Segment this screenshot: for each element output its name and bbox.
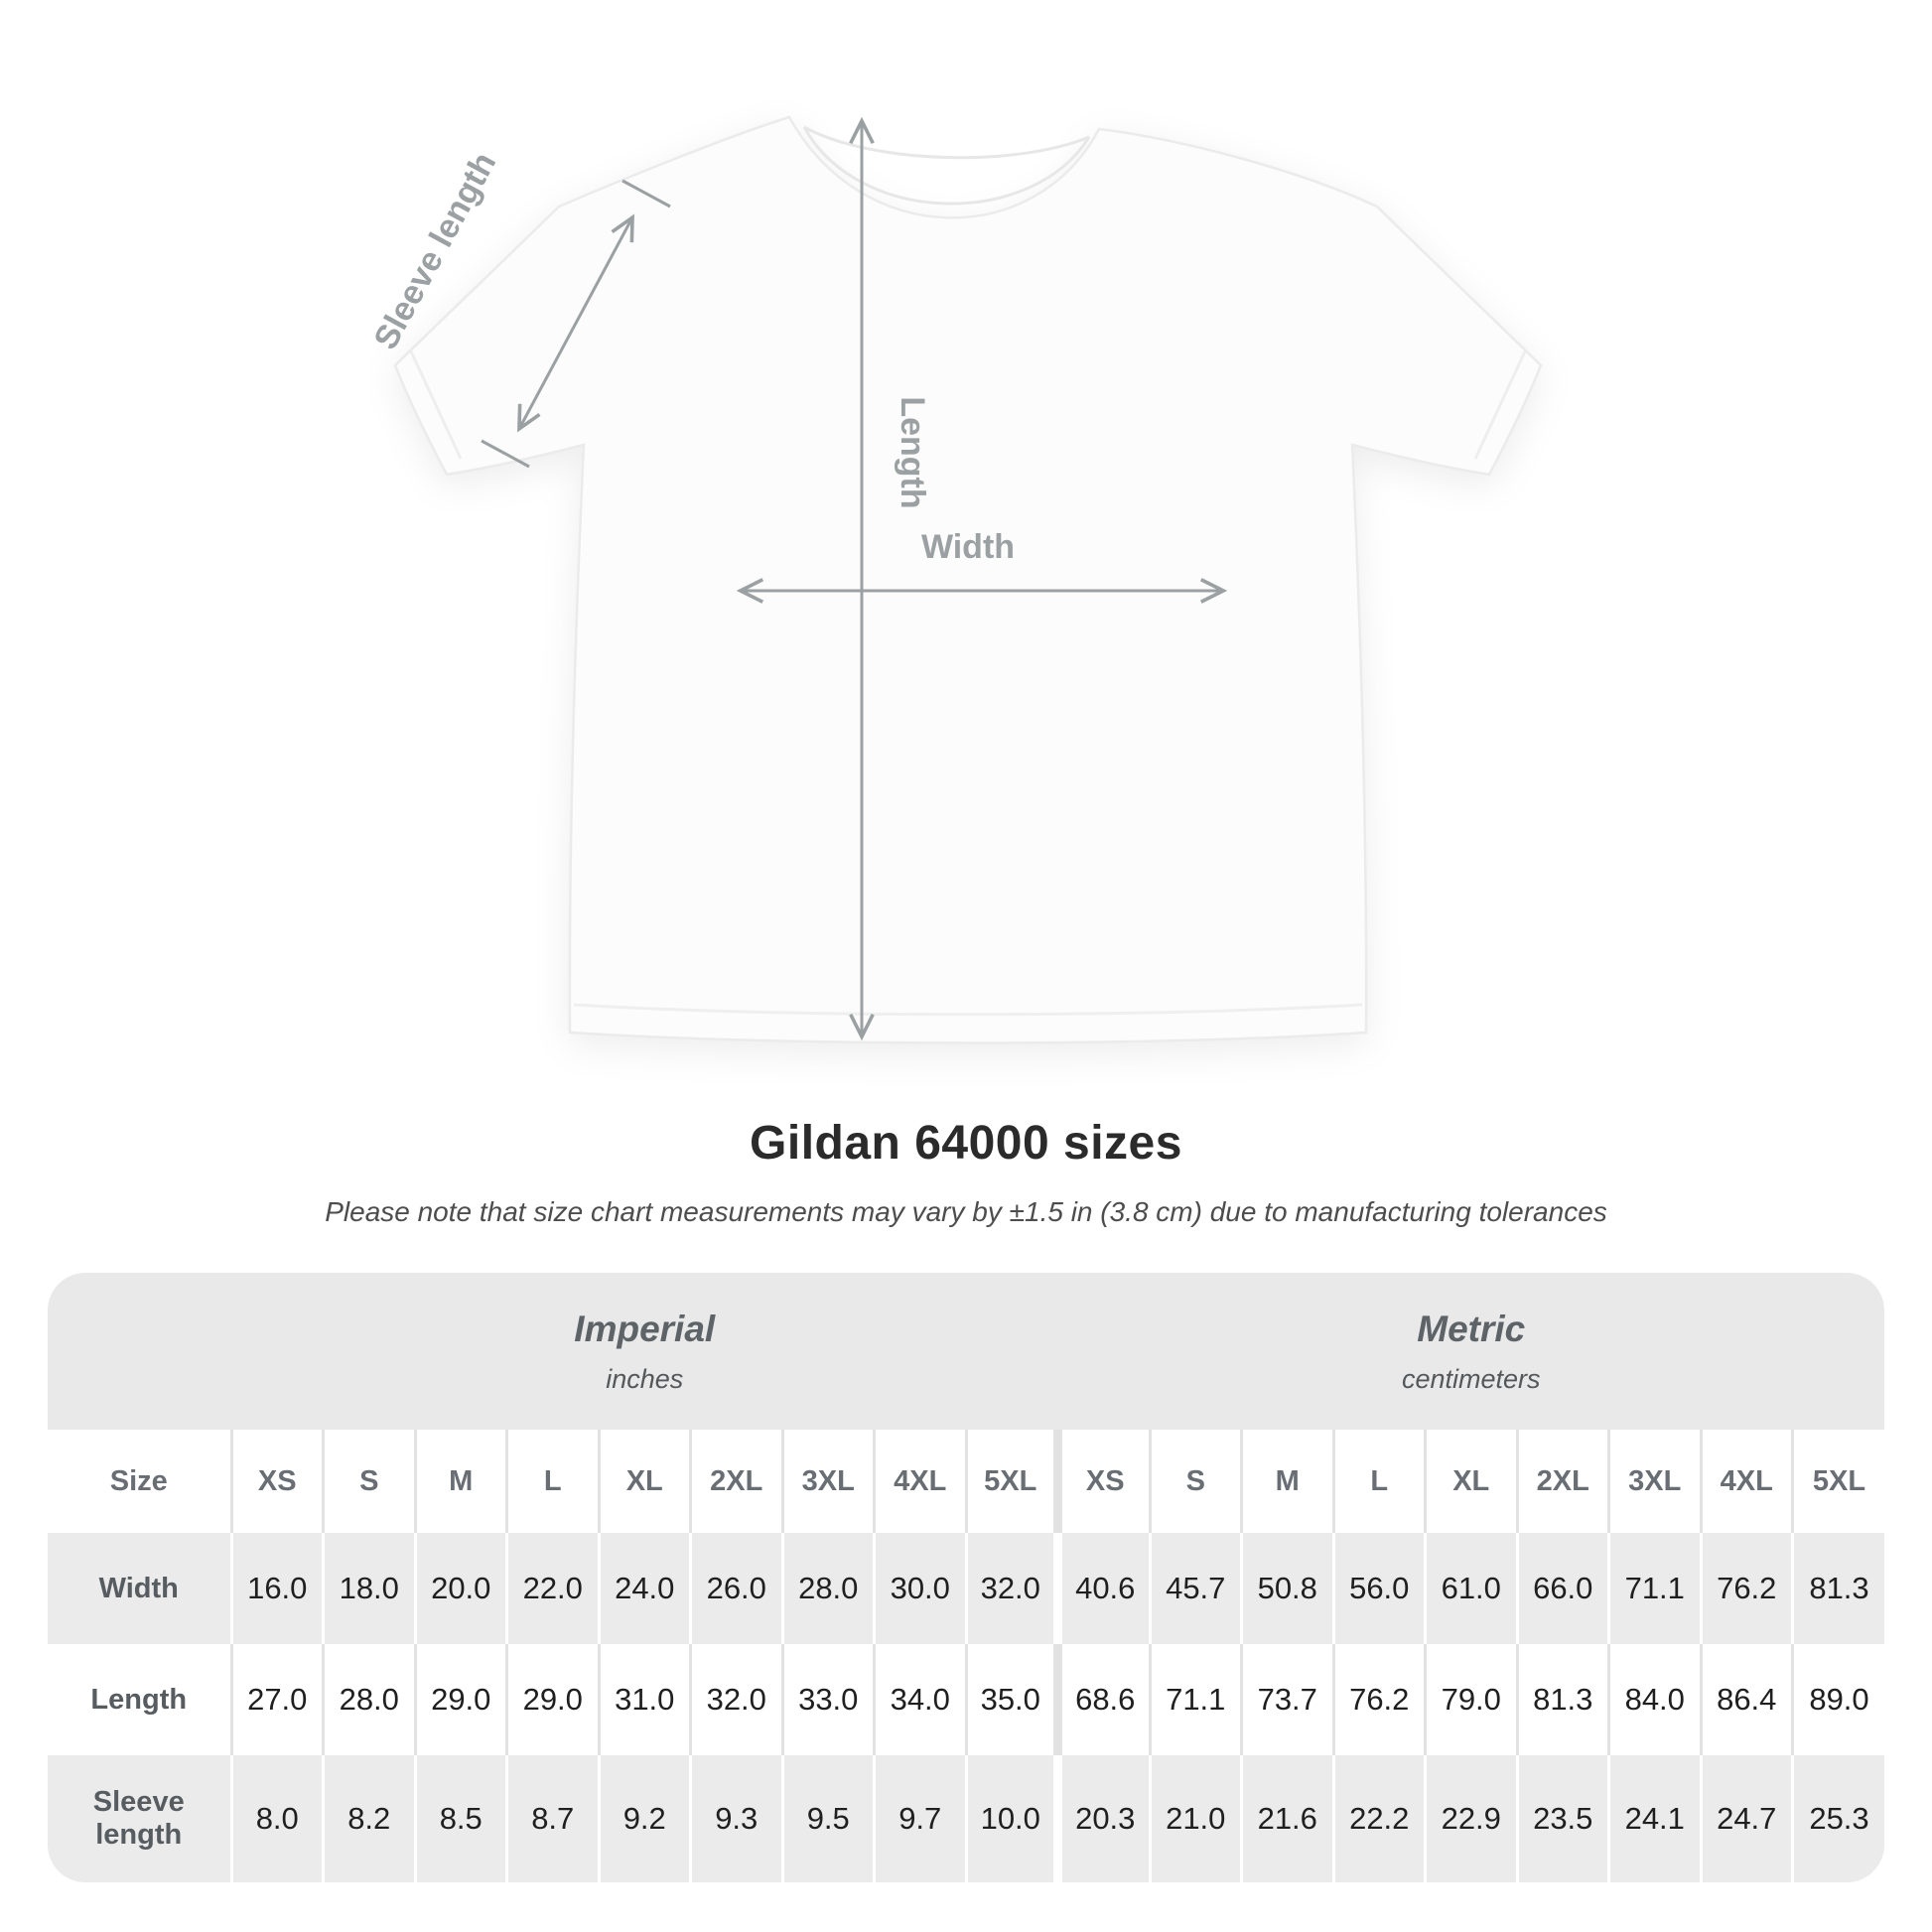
metric-title: Metric xyxy=(1417,1308,1526,1349)
measurement-cell: 22.9 xyxy=(1426,1755,1518,1882)
imperial-size-header-3xl: 3XL xyxy=(782,1430,875,1533)
imperial-size-header-s: S xyxy=(324,1430,416,1533)
imperial-size-header-4xl: 4XL xyxy=(875,1430,967,1533)
measurement-cell: 9.2 xyxy=(599,1755,691,1882)
row-label: Length xyxy=(48,1644,231,1755)
imperial-size-header-2xl: 2XL xyxy=(691,1430,783,1533)
measurement-row xyxy=(48,1644,1884,1755)
unit-group-header xyxy=(48,1273,1884,1430)
measurement-cell: 8.2 xyxy=(324,1755,416,1882)
measurement-cell: 9.3 xyxy=(691,1755,783,1882)
measurement-cell: 61.0 xyxy=(1426,1533,1518,1644)
measurement-cell: 22.2 xyxy=(1333,1755,1426,1882)
imperial-size-header-l: L xyxy=(507,1430,600,1533)
imperial-group-header xyxy=(231,1309,1058,1395)
measurement-row xyxy=(48,1755,1884,1882)
tolerance-note: Please note that size chart measurements may vary by ±1.5 in (3.8 cm) due to manufacturing tolerances xyxy=(325,1196,1607,1227)
measurement-cell: 89.0 xyxy=(1793,1644,1885,1755)
measurement-cell: 20.0 xyxy=(415,1533,507,1644)
measurement-cell: 24.7 xyxy=(1701,1755,1793,1882)
imperial-size-header-xs: XS xyxy=(231,1430,324,1533)
measurement-cell: 20.3 xyxy=(1058,1755,1151,1882)
measurement-cell: 84.0 xyxy=(1609,1644,1702,1755)
width-label: Width xyxy=(920,528,1016,566)
measurement-cell: 24.0 xyxy=(599,1533,691,1644)
size-chart-table xyxy=(48,1273,1884,1882)
measurement-cell: 29.0 xyxy=(507,1644,600,1755)
imperial-size-header-5xl: 5XL xyxy=(966,1430,1058,1533)
measurement-cell: 81.3 xyxy=(1793,1533,1885,1644)
measurement-cell: 21.0 xyxy=(1150,1755,1242,1882)
sleeve-length-label: Sleeve length xyxy=(366,146,504,356)
imperial-size-header-m: M xyxy=(415,1430,507,1533)
measurement-cell: 22.0 xyxy=(507,1533,600,1644)
measurement-cell: 79.0 xyxy=(1426,1644,1518,1755)
measurement-cell: 66.0 xyxy=(1517,1533,1609,1644)
measurement-cell: 31.0 xyxy=(599,1644,691,1755)
measurement-cell: 8.5 xyxy=(415,1755,507,1882)
measurements-grid xyxy=(48,1430,1884,1882)
measurement-cell: 50.8 xyxy=(1242,1533,1334,1644)
measurement-cell: 35.0 xyxy=(966,1644,1058,1755)
measurement-cell: 32.0 xyxy=(691,1644,783,1755)
measurement-cell: 86.4 xyxy=(1701,1644,1793,1755)
metric-size-header-3xl: 3XL xyxy=(1609,1430,1702,1533)
metric-size-header-m: M xyxy=(1242,1430,1334,1533)
measurement-cell: 9.5 xyxy=(782,1755,875,1882)
length-label: Length xyxy=(894,396,931,509)
measurement-cell: 18.0 xyxy=(324,1533,416,1644)
measurement-cell: 23.5 xyxy=(1517,1755,1609,1882)
measurement-row xyxy=(48,1533,1884,1644)
metric-size-header-xs: XS xyxy=(1058,1430,1151,1533)
measurement-cell: 10.0 xyxy=(966,1755,1058,1882)
row-label: Sleeve length xyxy=(48,1755,231,1882)
metric-size-header-xl: XL xyxy=(1426,1430,1518,1533)
measurement-cell: 32.0 xyxy=(966,1533,1058,1644)
imperial-title: Imperial xyxy=(574,1308,716,1349)
measurement-cell: 25.3 xyxy=(1793,1755,1885,1882)
imperial-size-header-xl: XL xyxy=(599,1430,691,1533)
measurement-cell: 40.6 xyxy=(1058,1533,1151,1644)
measurement-cell: 8.0 xyxy=(231,1755,324,1882)
collar-back-line xyxy=(804,127,1089,158)
measurement-cell: 27.0 xyxy=(231,1644,324,1755)
measurement-cell: 76.2 xyxy=(1701,1533,1793,1644)
metric-size-header-l: L xyxy=(1333,1430,1426,1533)
measurement-cell: 68.6 xyxy=(1058,1644,1151,1755)
measurement-cell: 45.7 xyxy=(1150,1533,1242,1644)
measurement-cell: 56.0 xyxy=(1333,1533,1426,1644)
measurement-cell: 21.6 xyxy=(1242,1755,1334,1882)
tshirt-graphic xyxy=(395,117,1541,1043)
measurement-cell: 30.0 xyxy=(875,1533,967,1644)
size-column-header: Size xyxy=(48,1430,231,1533)
measurement-cell: 81.3 xyxy=(1517,1644,1609,1755)
measurement-cell: 8.7 xyxy=(507,1755,600,1882)
measurement-cell: 26.0 xyxy=(691,1533,783,1644)
measurement-cell: 73.7 xyxy=(1242,1644,1334,1755)
measurement-cell: 76.2 xyxy=(1333,1644,1426,1755)
metric-size-header-s: S xyxy=(1150,1430,1242,1533)
measurement-cell: 29.0 xyxy=(415,1644,507,1755)
metric-unit: centimeters xyxy=(1401,1363,1541,1394)
imperial-unit: inches xyxy=(606,1363,684,1394)
measurement-cell: 33.0 xyxy=(782,1644,875,1755)
metric-size-header-5xl: 5XL xyxy=(1793,1430,1885,1533)
measurement-cell: 9.7 xyxy=(875,1755,967,1882)
row-label: Width xyxy=(48,1533,231,1644)
measurement-cell: 34.0 xyxy=(875,1644,967,1755)
metric-size-header-4xl: 4XL xyxy=(1701,1430,1793,1533)
measurement-cell: 71.1 xyxy=(1609,1533,1702,1644)
measurement-cell: 24.1 xyxy=(1609,1755,1702,1882)
measurement-cell: 16.0 xyxy=(231,1533,324,1644)
page-title: Gildan 64000 sizes xyxy=(750,1117,1182,1170)
measurement-cell: 71.1 xyxy=(1150,1644,1242,1755)
metric-group-header xyxy=(1058,1309,1885,1395)
metric-size-header-2xl: 2XL xyxy=(1517,1430,1609,1533)
measurement-cell: 28.0 xyxy=(782,1533,875,1644)
tshirt-silhouette xyxy=(395,117,1541,1043)
size-header-row xyxy=(48,1430,1884,1533)
measurement-cell: 28.0 xyxy=(324,1644,416,1755)
